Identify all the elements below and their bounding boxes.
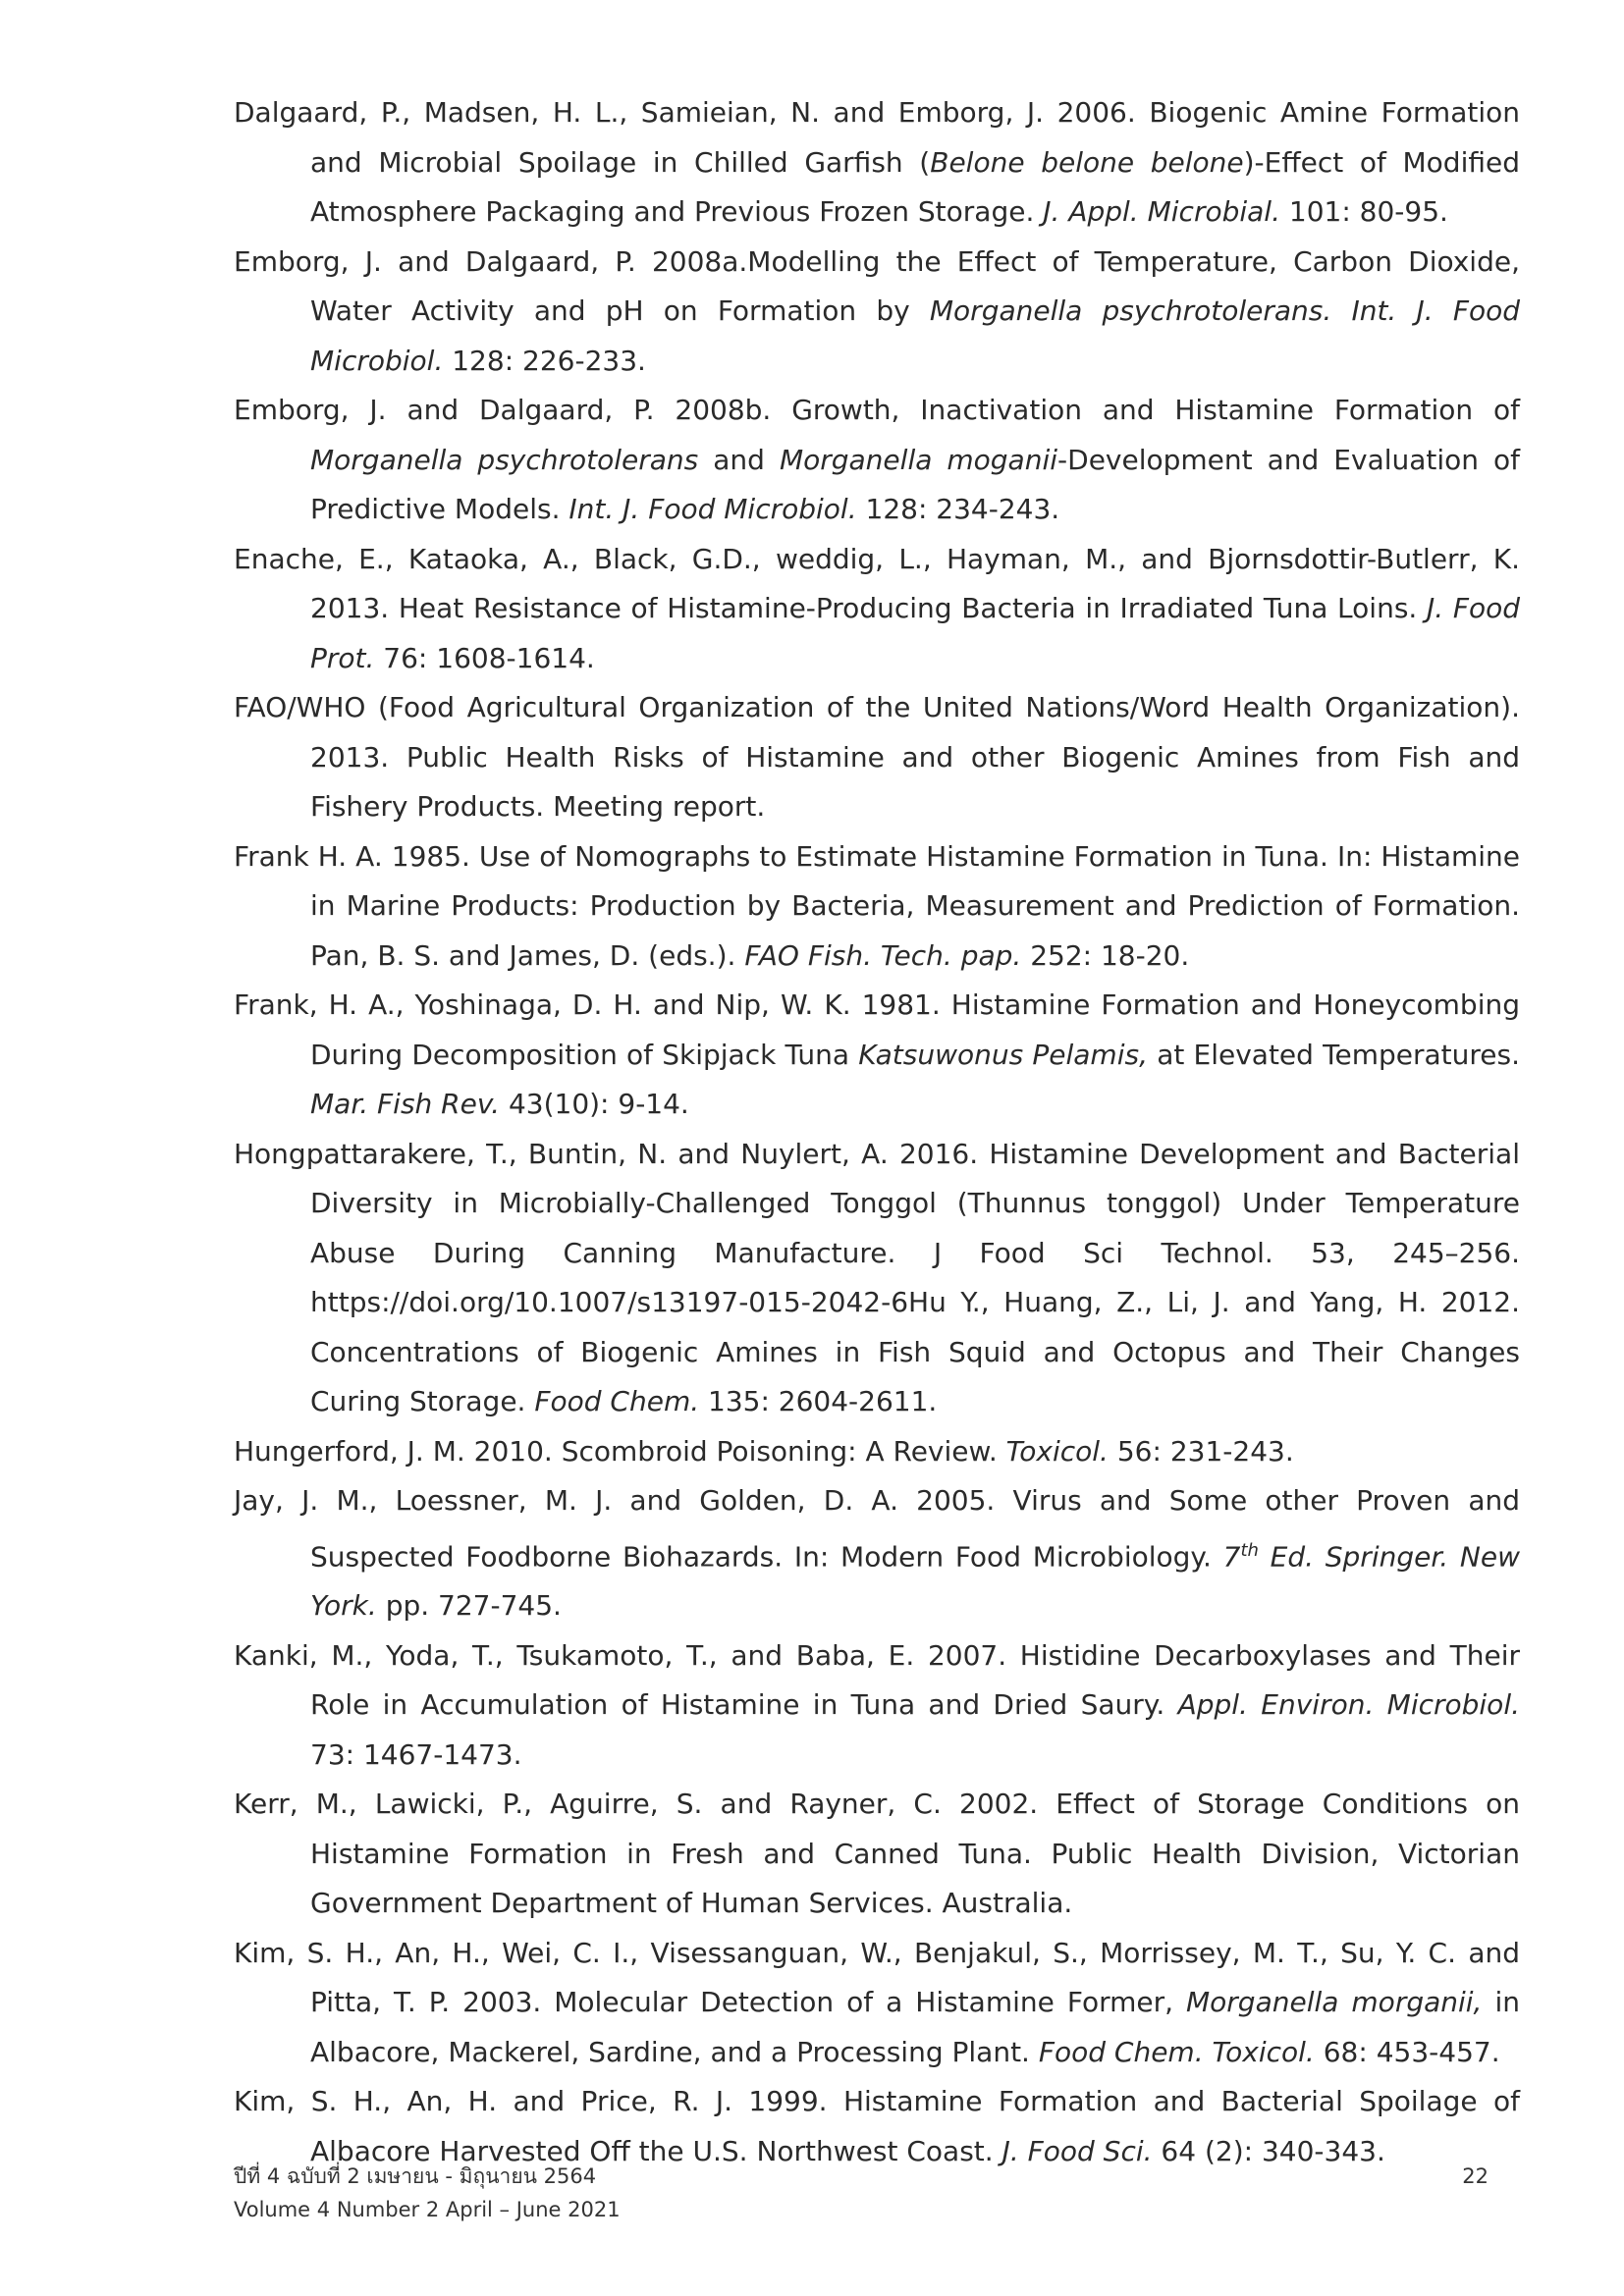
reference-text: Jay, J. M., Loessner, M. J. and Golden, D. A. 2005. Virus and Some other Proven and Suspected Foodborne Biohazards. In: Modern Food Microbiology. bbox=[234, 1484, 1520, 1573]
reference-text: Emborg, J. and Dalgaard, P. 2008a.Modelling the Effect of Temperature, Carbon Dioxide, Water Activity and pH on Formation by bbox=[234, 244, 1520, 327]
reference-text: 43(10): 9-14. bbox=[500, 1088, 689, 1120]
reference-text: Hungerford, J. M. 2010. Scombroid Poisoning: A Review. bbox=[234, 1434, 1006, 1468]
reference-text: 73: 1467-1473. bbox=[310, 1737, 522, 1771]
reference-italic-text: J. Food Prot. bbox=[310, 592, 1521, 674]
reference-entry bbox=[234, 386, 1520, 535]
reference-italic-text: J. Food Sci. bbox=[1001, 2134, 1153, 2167]
reference-entry bbox=[234, 88, 1520, 238]
reference-text: 76: 1608-1614. bbox=[374, 641, 595, 674]
reference-text: 128: 226-233. bbox=[443, 344, 646, 377]
reference-entry bbox=[234, 1780, 1520, 1929]
reference-text: Dalgaard, P., Madsen, H. L., Samieian, N. and Emborg, J. 2006. Biogenic Amine Formation and Microbial Spoilage in Chilled Garfish ( bbox=[234, 96, 1520, 179]
reference-entry bbox=[234, 238, 1520, 387]
reference-text: 56: 231-243. bbox=[1108, 1434, 1294, 1468]
reference-italic-text: J. Appl. Microbial. bbox=[1043, 195, 1280, 228]
page-footer bbox=[234, 2160, 1520, 2226]
reference-text: in Albacore, Mackerel, Sardine, and a Processing Plant. bbox=[310, 1986, 1520, 2068]
reference-text: and bbox=[698, 443, 780, 476]
reference-text: Kim, S. H., An, H. and Price, R. J. 1999. Histamine Formation and Bacterial Spoilage of Albacore Harvested Off the U.S. Northwest Coast. bbox=[234, 2085, 1520, 2167]
reference-text: Enache, E., Kataoka, A., Black, G.D., weddig, L., Hayman, M., and Bjornsdottir-Butlerr, K. 2013. Heat Resistance of Histamine-Producing Bacteria in Irradiated Tuna Loins. bbox=[234, 542, 1520, 624]
reference-italic-text: Int. J. Food Microbiol. bbox=[310, 294, 1521, 377]
reference-text: FAO/WHO (Food Agricultural Organization of the United Nations/Word Health Organization). 2013. Public Health Risks of Histamine and other Biogenic Amines from Fish and Fishery Products. Meeting report. bbox=[234, 691, 1520, 823]
reference-italic-text: Morganella moganii bbox=[779, 443, 1058, 476]
reference-list bbox=[234, 88, 1520, 2176]
reference-italic-text: Morganella psychrotolerans. bbox=[929, 294, 1332, 327]
reference-italic-text: Appl. Environ. Microbiol. bbox=[1177, 1688, 1520, 1722]
reference-text: Kanki, M., Yoda, T., Tsukamoto, T., and Baba, E. 2007. Histidine Decarboxylases and Their Role in Accumulation of Histamine in Tuna and Dried Saury. bbox=[234, 1638, 1520, 1722]
reference-text: Emborg, J. and Dalgaard, P. 2008b. Growth, Inactivation and Histamine Formation of bbox=[234, 394, 1520, 426]
reference-text: 64 (2): 340-343. bbox=[1152, 2134, 1385, 2167]
reference-entry bbox=[234, 1130, 1520, 1427]
reference-entry bbox=[234, 1929, 1520, 2078]
reference-entry bbox=[234, 535, 1520, 684]
reference-text: Frank H. A. 1985. Use of Nomographs to Estimate Histamine Formation in Tuna. In: Histamine in Marine Products: Production by Bacteria, Measurement and Prediction of Formation. Pan, B. S. and James, D. (eds.). bbox=[234, 839, 1520, 972]
reference-text: )-Effect of Modified Atmosphere Packaging and Previous Frozen Storage. bbox=[310, 145, 1520, 228]
reference-italic-text: Morganella psychrotolerans bbox=[310, 443, 699, 476]
reference-italic-text: FAO Fish. Tech. pap. bbox=[744, 938, 1022, 972]
reference-text: -Development and Evaluation of Predictive Models. bbox=[310, 443, 1521, 525]
reference-text: 135: 2604-2611. bbox=[699, 1385, 938, 1417]
footer-issue-english: Volume 4 Number 2 April – June 2021 bbox=[234, 2198, 621, 2221]
reference-italic-text: Ed. Springer. New York. bbox=[310, 1539, 1520, 1623]
page-number: 22 bbox=[1462, 2164, 1489, 2188]
footer-issue-thai: ปีที่ 4 ฉบับที่ 2 เมษายน - มิถุนายน 2564 bbox=[234, 2164, 597, 2188]
reference-entry bbox=[234, 832, 1520, 982]
reference-entry bbox=[234, 683, 1520, 832]
reference-italic-text: Int. J. Food Microbiol. bbox=[568, 493, 857, 525]
reference-italic-text: 7 bbox=[1222, 1539, 1241, 1573]
reference-italic-text: Belone belone belone bbox=[930, 145, 1244, 179]
reference-text bbox=[1331, 294, 1351, 327]
reference-italic-text: Katsuwonus Pelamis, bbox=[858, 1038, 1148, 1071]
reference-text: Hongpattarakere, T., Buntin, N. and Nuylert, A. 2016. Histamine Development and Bacterial Diversity in Microbially-Challenged Tonggol (Thunnus tonggol) Under Temperature Abuse During Canning Manufacture. J Food Sci Technol. 53, 245–256. https://doi.org/10.1007/s13197-015-2042-6Hu Y., Huang, Z., Li, J. and Yang, H. 2012. Concentrations of Biogenic Amines in Fish Squid and Octopus and Their Changes Curing Storage. bbox=[234, 1137, 1520, 1417]
reference-italic-text: Food Chem. Toxicol. bbox=[1038, 2035, 1315, 2068]
reference-text: 128: 234-243. bbox=[856, 493, 1060, 525]
reference-italic-text: Food Chem. bbox=[534, 1385, 700, 1417]
reference-text: 252: 18-20. bbox=[1021, 938, 1190, 972]
reference-text: Kim, S. H., An, H., Wei, C. I., Visessanguan, W., Benjakul, S., Morrissey, M. T., Su, Y. C. and Pitta, T. P. 2003. Molecular Detection of a Histamine Former, bbox=[234, 1936, 1520, 2019]
reference-text: pp. 727-745. bbox=[376, 1589, 562, 1623]
reference-entry bbox=[234, 1631, 1520, 1781]
reference-italic-text: Morganella morganii, bbox=[1186, 1986, 1483, 2019]
reference-entry bbox=[234, 1427, 1520, 1477]
reference-entry bbox=[234, 981, 1520, 1130]
reference-entry bbox=[234, 1476, 1520, 1631]
reference-text: Frank, H. A., Yoshinaga, D. H. and Nip, W. K. 1981. Histamine Formation and Honeycombing During Decomposition of Skipjack Tuna bbox=[234, 988, 1520, 1071]
reference-italic-text: Toxicol. bbox=[1005, 1434, 1109, 1468]
reference-italic-text: th bbox=[1240, 1539, 1259, 1561]
reference-italic-text: Mar. Fish Rev. bbox=[310, 1088, 501, 1120]
reference-text: 68: 453-457. bbox=[1314, 2035, 1500, 2068]
reference-text: at Elevated Temperatures. bbox=[1147, 1038, 1520, 1071]
reference-text: Kerr, M., Lawicki, P., Aguirre, S. and Rayner, C. 2002. Effect of Storage Conditions on Histamine Formation in Fresh and Canned Tuna. Public Health Division, Victorian Government Department of Human Services. Australia. bbox=[234, 1788, 1520, 1920]
reference-text: 101: 80-95. bbox=[1279, 195, 1448, 228]
